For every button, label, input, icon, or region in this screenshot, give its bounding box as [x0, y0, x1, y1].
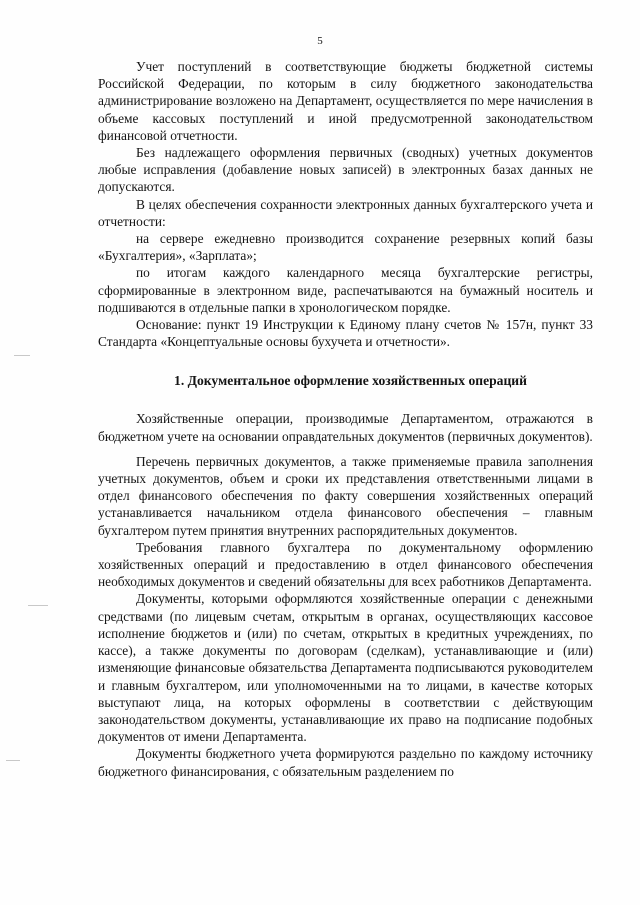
paragraph-revenue-accounting: Учет поступлений в соответствующие бюджеты бюджетной системы Российской Федерации, по которым в силу бюджетного законодательства администрирование возложено на Департамент, осуществляется по мере начисления в объеме кассовых поступлений и иной предусмотренной законодательством финансовой отчетности. [98, 59, 593, 143]
section-heading: 1. Документальное оформление хозяйственных операций [174, 373, 527, 389]
paragraph-signing-documents: Документы, которыми оформляются хозяйственные операции с денежными средствами (по лицевым счетам, открытым в органах, осуществляющих кассовое исполнение бюджетов и (или) по счетам, открытых в кредитных учреждениях, по кассе), а также документы по договорам (сделкам), устанавливающие и (или) изменяющие финансовые обязательства Департамента подписываются руководителем и главным бухгалтером, или уполномоченными на то лицами, в качестве которых выступают лица, на которых оформлены в соответствии с действующим законодательством документы, устанавливающие их право на подписание подобных документов от имени Департамента. [98, 591, 593, 745]
paragraph-document-list: Перечень первичных документов, а также применяемые правила заполнения учетных документов, объем и сроки их представления ответственными лицами в отдел финансового обеспечения по факту совершения хозяйственных операций устанавливается начальником отдела финансового обеспечения – главным бухгалтером путем принятия внутренних распорядительных документов. [98, 453, 593, 538]
page-number: 5 [317, 35, 323, 47]
paragraph-business-operations: Хозяйственные операции, производимые Департаментом, отражаются в бюджетном учете на основании оправдательных документов (первичных документов). [98, 411, 593, 444]
scan-margin-mark [14, 355, 30, 356]
document-body [98, 58, 593, 780]
paragraph-funding-sources: Документы бюджетного учета формируются раздельно по каждому источнику бюджетного финансирования, с обязательным разделением по [98, 746, 593, 779]
paragraph-chief-accountant-requirements: Требования главного бухгалтера по документальному оформлению хозяйственных операций и предоставлению в отдел финансового обеспечения необходимых документов и сведений обязательны для всех работников Департамента. [98, 539, 593, 590]
paragraph-server-backup: на сервере ежедневно производится сохранение резервных копий базы «Бухгалтерия», «Зарплата»; [98, 231, 593, 264]
paragraph-no-corrections: Без надлежащего оформления первичных (сводных) учетных документов любые исправления (добавление новых записей) в электронных базах данных не допускаются. [98, 145, 593, 195]
scan-margin-mark [28, 605, 48, 606]
paragraph-basis: Основание: пункт 19 Инструкции к Единому плану счетов № 157н, пункт 33 Стандарта «Концептуальные основы бухучета и отчетности». [98, 317, 593, 350]
paragraph-monthly-registers: по итогам каждого календарного месяца бухгалтерские регистры, сформированные в электронном виде, распечатываются на бумажный носитель и подшиваются в отдельные папки в хронологическом порядке. [98, 265, 593, 315]
paragraph-data-safety-intro: В целях обеспечения сохранности электронных данных бухгалтерского учета и отчетности: [98, 196, 593, 229]
scan-margin-mark [6, 760, 20, 761]
